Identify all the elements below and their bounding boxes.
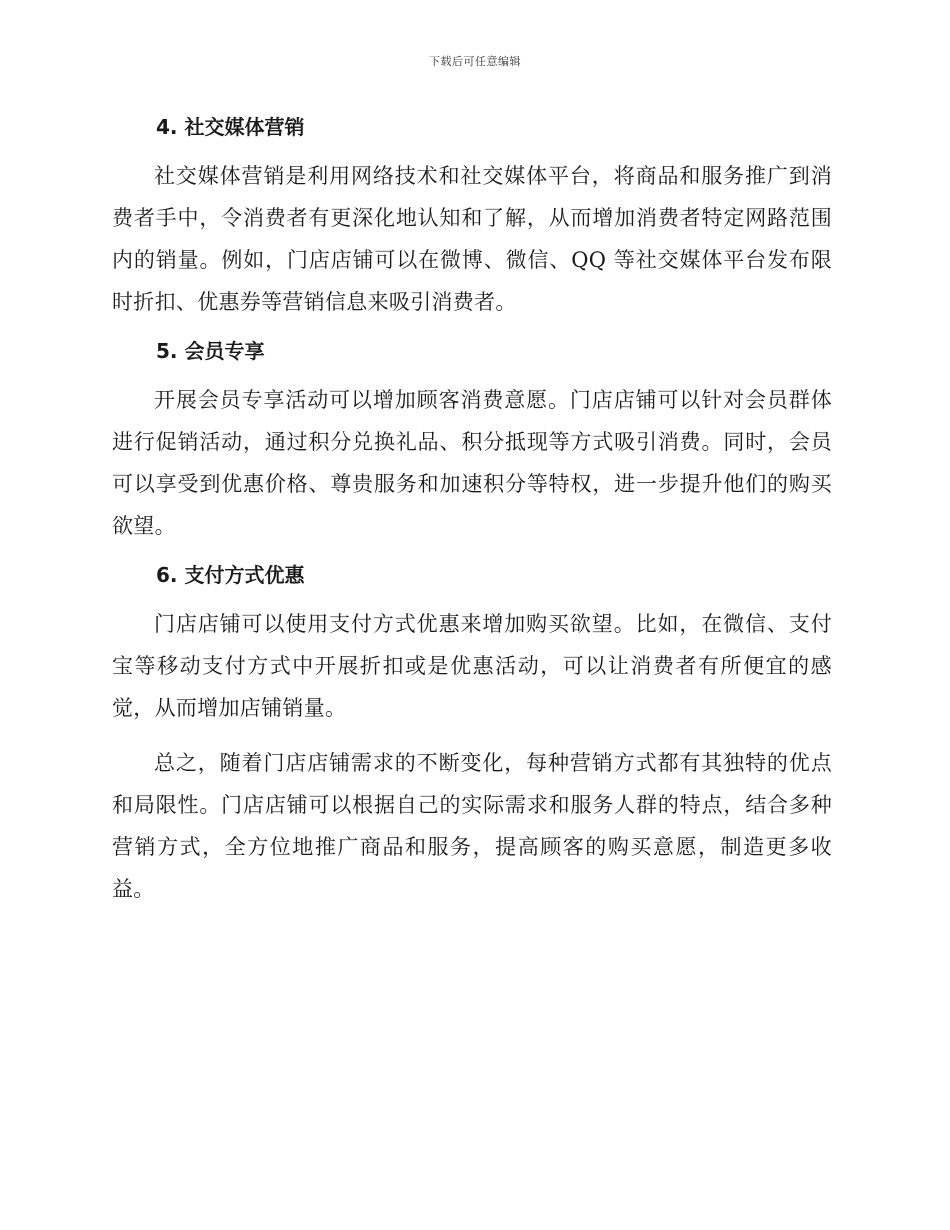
section-heading-payment: 6. 支付方式优惠 [156,563,305,587]
section-heading-social-media: 4. 社交媒体营销 [156,115,305,139]
section-heading-membership: 5. 会员专享 [156,339,265,363]
section-paragraph-social-media: 社交媒体营销是利用网络技术和社交媒体平台，将商品和服务推广到消费者手中，令消费者有更深化地认知和了解，从而增加消费者特定网路范围内的销量。例如，门店店铺可以在微博、微信、QQ 等社交媒体平台发布限时折扣、优惠券等营销信息来吸引消费者。 [112,164,832,314]
conclusion-paragraph: 总之，随着门店店铺需求的不断变化，每种营销方式都有其独特的优点和局限性。门店店铺可以根据自己的实际需求和服务人群的特点，结合多种营销方式，全方位地推广商品和服务，提高顾客的购买意愿，制造更多收益。 [112,751,832,901]
page-header: 下载后可任意编辑 [429,55,521,68]
document-body [112,112,832,910]
section-paragraph-payment: 门店店铺可以使用支付方式优惠来增加购买欲望。比如，在微信、支付宝等移动支付方式中开展折扣或是优惠活动，可以让消费者有所便宜的感觉，从而增加店铺销量。 [112,612,832,720]
section-paragraph-membership: 开展会员专享活动可以增加顾客消费意愿。门店店铺可以针对会员群体进行促销活动，通过积分兑换礼品、积分抵现等方式吸引消费。同时，会员可以享受到优惠价格、尊贵服务和加速积分等特权，进一步提升他们的购买欲望。 [112,388,832,538]
